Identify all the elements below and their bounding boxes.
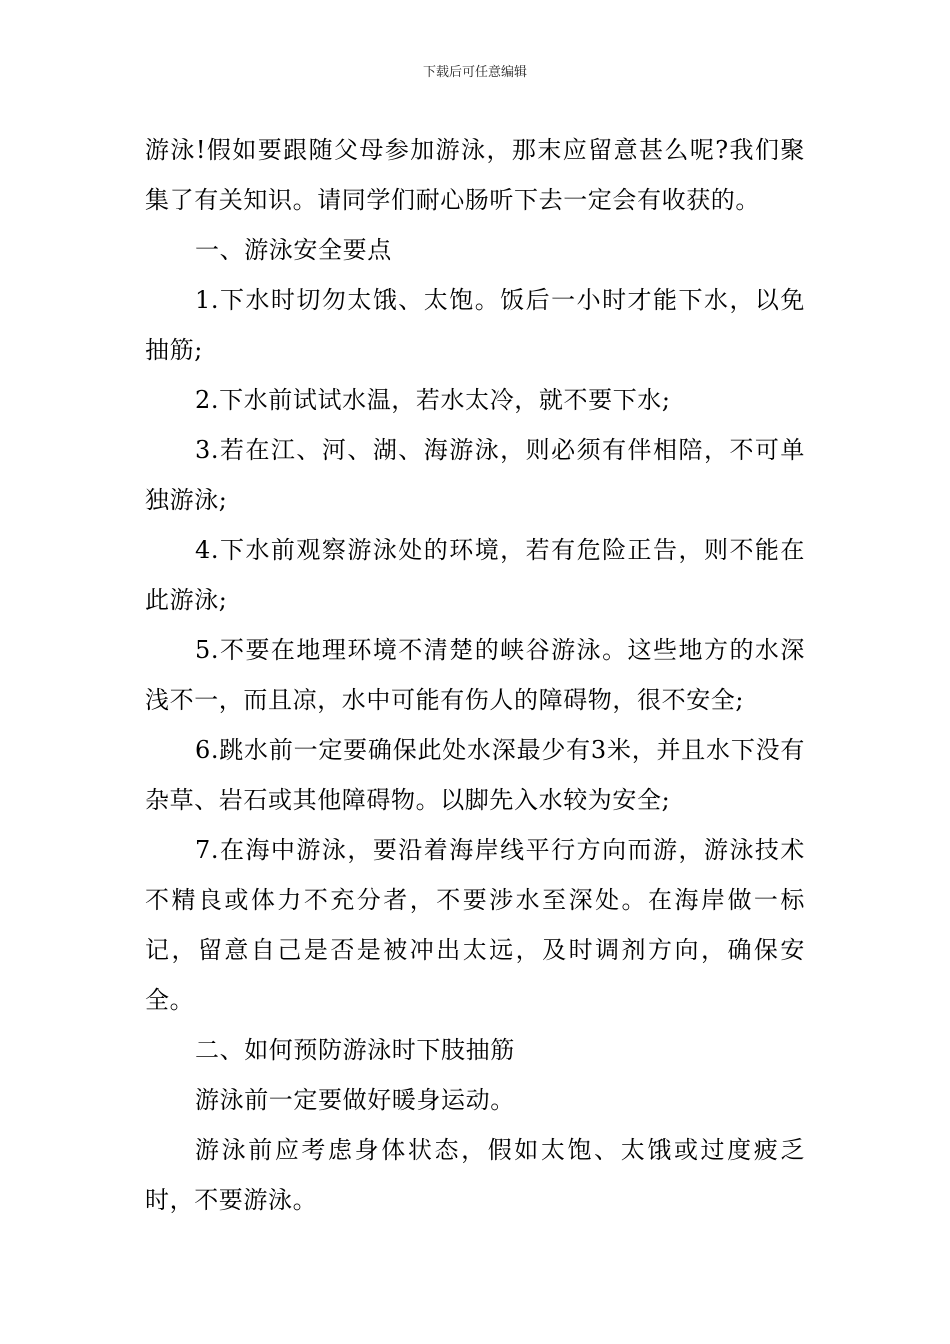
section-heading-safety-points: 一、游泳安全要点	[195, 236, 392, 264]
list-item-4: 4.下水前观察游泳处的环境，若有危险正告，则不能在此游泳;	[145, 536, 805, 614]
body-paragraph-condition: 游泳前应考虑身体状态，假如太饱、太饿或过度疲乏时，不要游泳。	[145, 1136, 805, 1214]
list-item-2: 2.下水前试试水温，若水太冷，就不要下水;	[195, 386, 671, 414]
page-header-note: 下载后可任意编辑	[422, 65, 527, 80]
list-item-3: 3.若在江、河、湖、海游泳，则必须有伴相陪，不可单独游泳;	[145, 436, 805, 514]
list-item-1: 1.下水时切勿太饿、太饱。饭后一小时才能下水，以免抽筋;	[145, 286, 805, 364]
body-paragraph-warmup: 游泳前一定要做好暖身运动。	[195, 1086, 515, 1114]
list-item-5: 5.不要在地理环境不清楚的峡谷游泳。这些地方的水深浅不一，而且凉，水中可能有伤人的障碍物，很不安全;	[145, 636, 805, 714]
document-body	[145, 125, 805, 1225]
intro-paragraph: 游泳!假如要跟随父母参加游泳，那末应留意甚么呢?我们聚集了有关知识。请同学们耐心肠听下去一定会有收获的。	[145, 136, 805, 214]
list-item-7: 7.在海中游泳，要沿着海岸线平行方向而游，游泳技术不精良或体力不充分者，不要涉水至深处。在海岸做一标记，留意自己是否是被冲出太远，及时调剂方向，确保安全。	[145, 836, 805, 1014]
section-heading-cramp-prevention: 二、如何预防游泳时下肢抽筋	[195, 1036, 515, 1064]
list-item-6: 6.跳水前一定要确保此处水深最少有3米，并且水下没有杂草、岩石或其他障碍物。以脚先入水较为安全;	[145, 736, 805, 814]
